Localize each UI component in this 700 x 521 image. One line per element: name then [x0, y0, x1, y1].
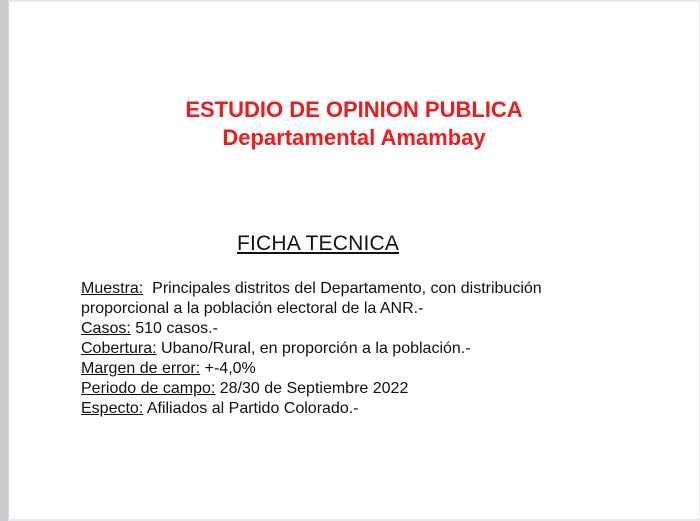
cobertura-row: [81, 339, 681, 359]
document-page: [8, 2, 699, 519]
periodo-value: 28/30 de Septiembre 2022: [215, 380, 409, 397]
especto-row: [81, 399, 681, 419]
title-line-2: Departamental Amambay: [222, 125, 486, 150]
especto-label: Especto:: [81, 400, 144, 417]
muestra-value-2: proporcional a la población electoral de la ANR.-: [81, 300, 424, 317]
muestra-row-continuation: [81, 299, 681, 319]
especto-value: Afiliados al Partido Colorado.-: [143, 400, 359, 417]
periodo-row: [81, 379, 681, 399]
muestra-value-1: Principales distritos del Departamento, con distribución: [143, 280, 542, 297]
margen-value: +-4,0%: [200, 360, 256, 377]
ficha-tecnica-heading: FICHA TECNICA: [237, 232, 400, 255]
muestra-label: Muestra:: [81, 280, 144, 297]
title-line-1: ESTUDIO DE OPINION PUBLICA: [185, 97, 523, 122]
cobertura-value: Ubano/Rural, en proporción a la población.-: [156, 340, 471, 357]
window-left-edge: [0, 0, 8, 521]
ficha-tecnica-body: [81, 279, 681, 419]
casos-row: [81, 319, 681, 339]
periodo-label: Periodo de campo:: [81, 380, 216, 397]
muestra-row: [81, 279, 681, 299]
casos-value: 510 casos.-: [130, 320, 218, 337]
casos-label: Casos:: [81, 320, 131, 337]
margen-label: Margen de error:: [81, 360, 201, 377]
document-title: [9, 96, 699, 152]
cobertura-label: Cobertura:: [81, 340, 157, 357]
margen-row: [81, 359, 681, 379]
